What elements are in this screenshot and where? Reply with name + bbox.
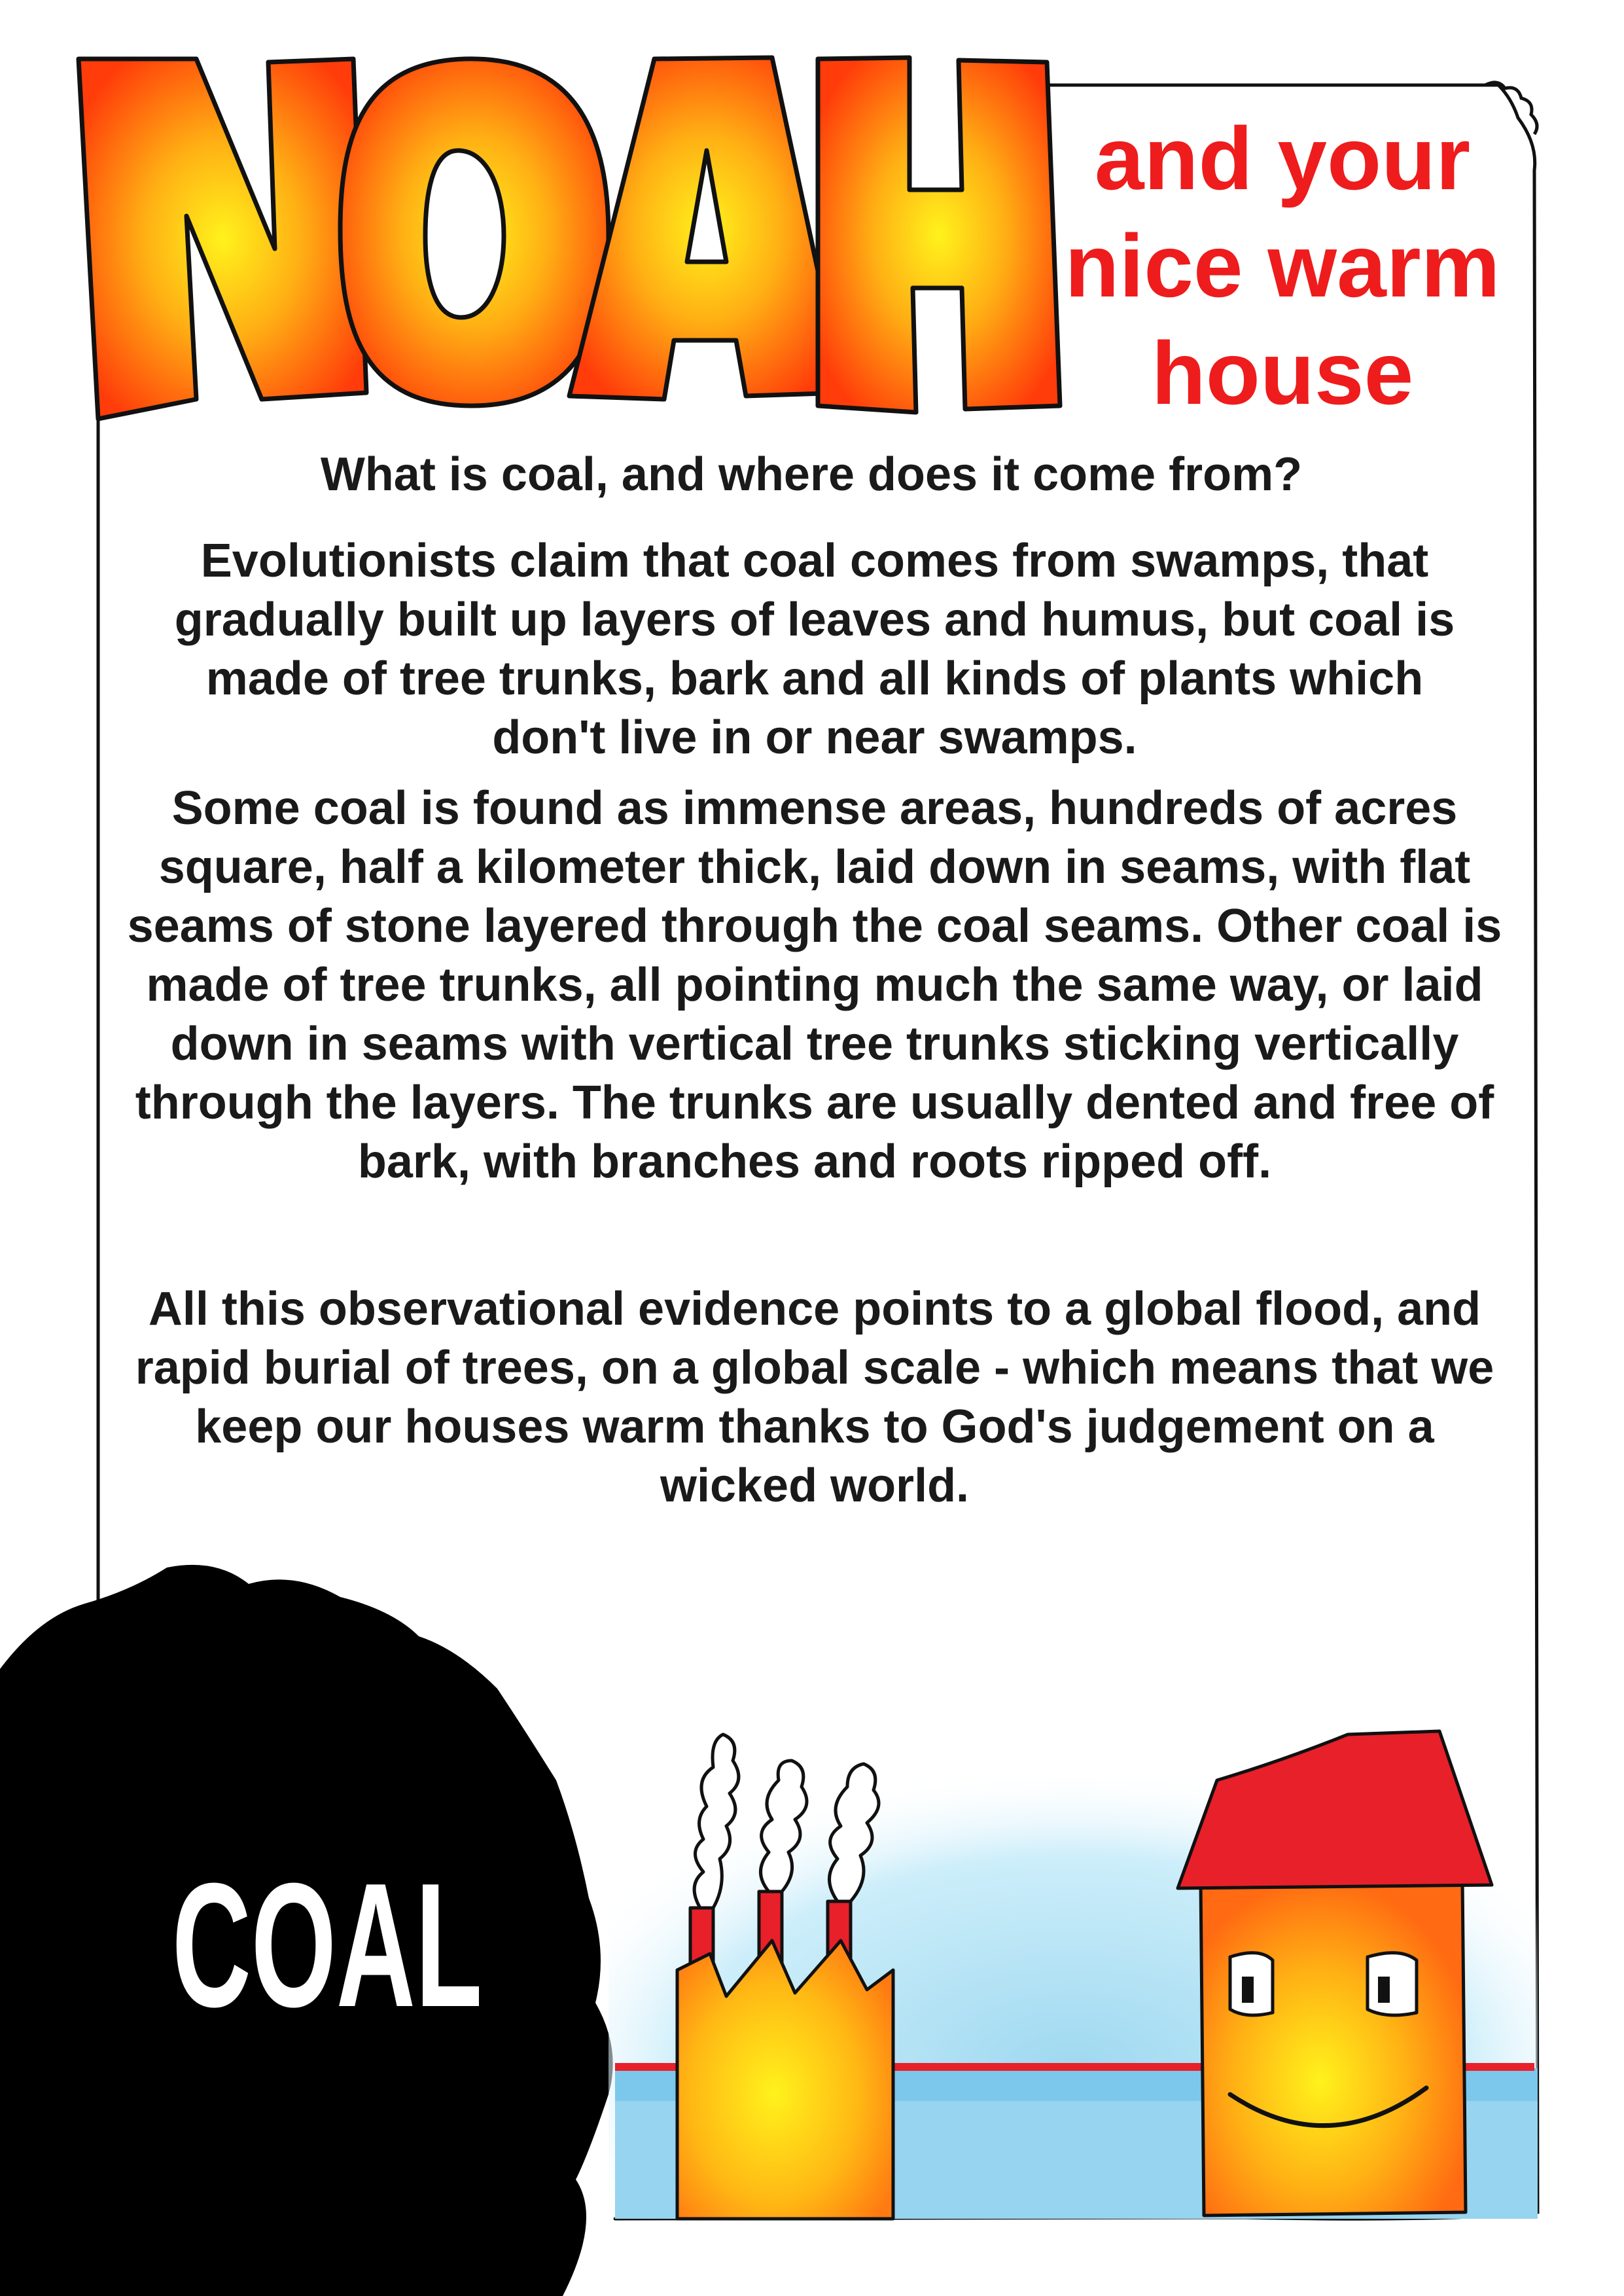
question-heading: What is coal, and where does it come from? xyxy=(320,448,1303,501)
letter-o xyxy=(340,59,609,406)
noah-title-art xyxy=(79,58,1060,419)
coal-label: COAL xyxy=(171,1846,483,2044)
house-body xyxy=(1201,1878,1466,2215)
house-right-eye xyxy=(1368,1953,1417,2015)
letter-a xyxy=(569,58,844,399)
subtitle-line-1: and your xyxy=(1094,109,1471,208)
factory-body xyxy=(677,1941,893,2219)
paragraph-3: All this observational evidence points to a global flood, and rapid burial of trees, on a global scale - which means that we keep our houses warm thanks to God's judgement on a wicked world. xyxy=(135,1283,1494,1512)
house-left-eye xyxy=(1230,1953,1273,2015)
house xyxy=(1178,1731,1492,2215)
letter-n xyxy=(79,59,366,419)
subtitle-line-3: house xyxy=(1151,323,1414,423)
factory xyxy=(677,1734,893,2219)
paragraph-1: Evolutionists claim that coal comes from swamps, that gradually built up layers of leaves and humus, but coal is made of tree trunks, bark and all kinds of plants which don't live in or near swamps. xyxy=(174,535,1455,764)
paragraph-2: Some coal is found as immense areas, hundreds of acres square, half a kilometer thick, laid down in seams, with flat seams of stone layered through the coal seams. Other coal is made of tree trunks, all pointing much the same way, or laid down in seams with vertical tree trunks sticking vertically through the layers. The trunks are usually dented and free of bark, with branches and roots ripped off. xyxy=(127,782,1502,1188)
subtitle-line-2: nice warm xyxy=(1065,216,1500,315)
